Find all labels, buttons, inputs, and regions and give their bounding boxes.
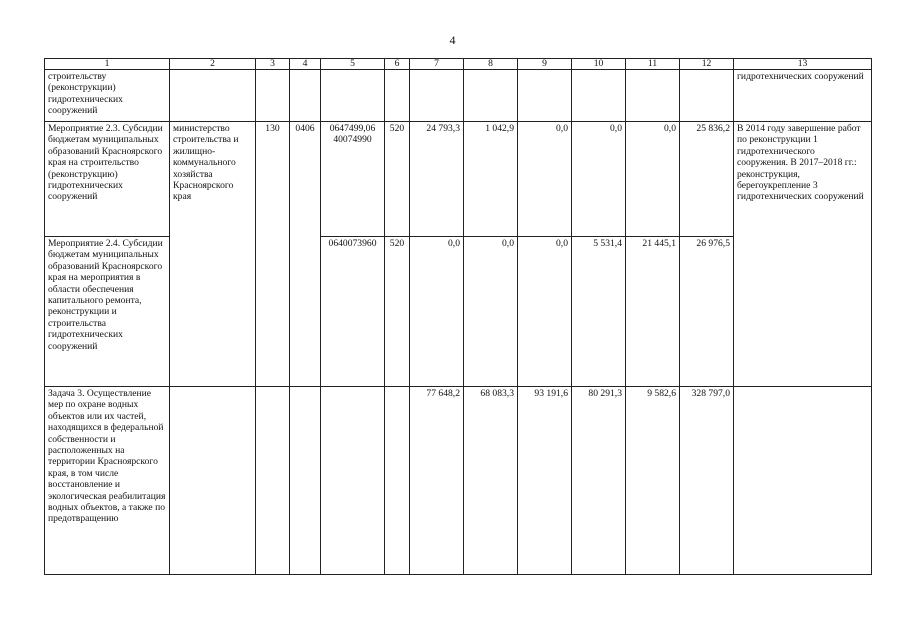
row-1-col-7: 24 793,3: [410, 122, 464, 237]
row-0-col-8: [464, 70, 518, 122]
row-3-col-11: 9 582,6: [626, 387, 680, 575]
table-row: [45, 387, 872, 575]
row-2-col-11: 21 445,1: [626, 237, 680, 387]
row-3-col-4: [290, 387, 321, 575]
row-3-notes: [734, 387, 872, 575]
row-2-col-9: 0,0: [518, 237, 572, 387]
row-0-col-5: [321, 70, 385, 122]
row-1-col-8: 1 042,9: [464, 122, 518, 237]
row-1-col-10: 0,0: [572, 122, 626, 237]
row-1-name: Мероприятие 2.3. Субсидии бюджетам муниципальных образований Красноярского края на строительство (реконструкцию) гидротехнических сооружений: [45, 122, 170, 237]
row-0-col-7: [410, 70, 464, 122]
row-1-col-11: 0,0: [626, 122, 680, 237]
header-col-1: 1: [45, 59, 170, 70]
header-col-6: 6: [385, 59, 410, 70]
page-number: 4: [449, 33, 456, 47]
row-0-col-10: [572, 70, 626, 122]
row-3-col-8: 68 083,3: [464, 387, 518, 575]
row-2-col-8: 0,0: [464, 237, 518, 387]
row-3-name: Задача 3. Осуществление мер по охране водных объектов или их частей, находящихся в федеральной собственности и расположенных на территории Красноярского края, в том числе восстановление и экологическая реабилитация водных объектов, а также по предотвращению: [45, 387, 170, 575]
header-col-5: 5: [321, 59, 385, 70]
row-0-notes: гидротехнических сооружений: [734, 70, 872, 122]
header-col-2: 2: [170, 59, 256, 70]
budget-table: [44, 58, 872, 575]
row-1-col-12: 25 836,2: [680, 122, 734, 237]
row-3-col-6: [385, 387, 410, 575]
row-0-col-3: [256, 70, 290, 122]
row-0-col-9: [518, 70, 572, 122]
row-2-col-6: 520: [385, 237, 410, 387]
row-1-col-4: 0406: [290, 122, 321, 387]
row-1-col-5: 0647499,06 40074990: [321, 122, 385, 237]
row-0-name: строительству (реконструкции) гидротехнических сооружений: [45, 70, 170, 122]
table-row: [45, 122, 872, 237]
header-col-10: 10: [572, 59, 626, 70]
row-1-col-9: 0,0: [518, 122, 572, 237]
row-2-col-7: 0,0: [410, 237, 464, 387]
row-2-col-10: 5 531,4: [572, 237, 626, 387]
header-col-12: 12: [680, 59, 734, 70]
row-0-col-11: [626, 70, 680, 122]
header-col-7: 7: [410, 59, 464, 70]
row-0-col-12: [680, 70, 734, 122]
header-col-13: 13: [734, 59, 872, 70]
row-0-col-6: [385, 70, 410, 122]
row-3-col-9: 93 191,6: [518, 387, 572, 575]
row-3-col-10: 80 291,3: [572, 387, 626, 575]
row-1-col-3: 130: [256, 122, 290, 387]
header-col-4: 4: [290, 59, 321, 70]
table-row: [45, 70, 872, 122]
header-col-9: 9: [518, 59, 572, 70]
row-3-col-3: [256, 387, 290, 575]
row-3-col-7: 77 648,2: [410, 387, 464, 575]
row-1-executor: министерство строительства и жилищно-коммунального хозяйства Красноярского края: [170, 122, 256, 387]
row-3-col-12: 328 797,0: [680, 387, 734, 575]
row-3-col-2: [170, 387, 256, 575]
row-3-col-5: [321, 387, 385, 575]
row-2-col-12: 26 976,5: [680, 237, 734, 387]
header-col-11: 11: [626, 59, 680, 70]
header-col-3: 3: [256, 59, 290, 70]
header-row: [45, 59, 872, 70]
row-0-col-2: [170, 70, 256, 122]
row-1-notes: В 2014 году завершение работ по реконструкции 1 гидротехнического сооружения. В 2017–2018 гг.: реконструкция, берегоукрепление 3 гидротехнических сооружений: [734, 122, 872, 387]
header-col-8: 8: [464, 59, 518, 70]
row-2-col-5: 0640073960: [321, 237, 385, 387]
row-0-col-4: [290, 70, 321, 122]
row-2-name: Мероприятие 2.4. Субсидии бюджетам муниципальных образований Красноярского края на мероприятия в области обеспечения капитального ремонта, реконструкции и строительства гидротехнических сооружений: [45, 237, 170, 387]
row-1-col-6: 520: [385, 122, 410, 237]
